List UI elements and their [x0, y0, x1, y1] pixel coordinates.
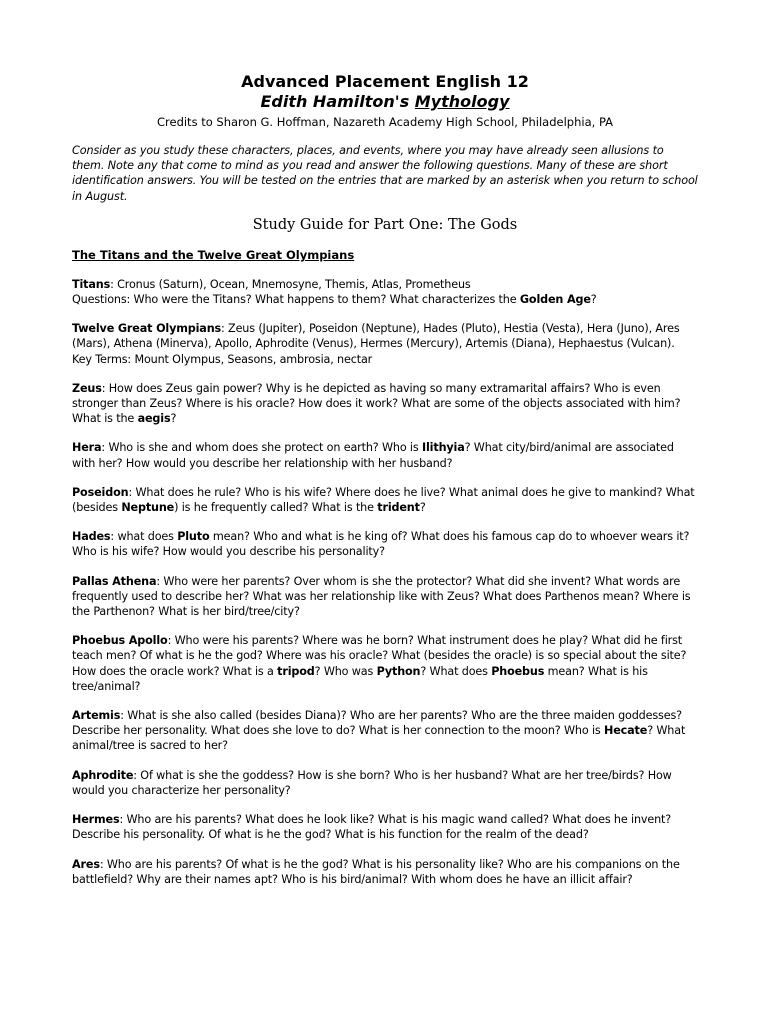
term-neptune: Neptune: [121, 501, 175, 515]
intro-paragraph: Consider as you study these characters, places, and events, where you may have already seen allusions to them. Note any that come to mind as you read and answer the following questions. Many of these are short identification answers. You will be tested on the entries that are marked by an asterisk when you return to school in August.: [72, 144, 698, 203]
term-aphrodite: Aphrodite: [72, 768, 134, 782]
hera-text: : Who is she and whom does she protect on earth? Who is: [101, 441, 422, 455]
entry-hera: [72, 440, 698, 470]
zeus-text: : How does Zeus gain power? Why is he depicted as having so many extramarital affairs? Who is even stronger than Zeus? Where is his oracle? How does it work? What are some of the objects associated with him? What is the: [72, 381, 681, 426]
entry-hermes: [72, 812, 698, 842]
term-python: Python: [376, 664, 421, 678]
titans-list: : Cronus (Saturn), Ocean, Mnemosyne, Themis, Atlas, Prometheus: [110, 277, 471, 291]
term-ilithyia: Ilithyia: [421, 441, 465, 455]
entry-zeus: [72, 381, 698, 427]
ares-text: : Who are his parents? Of what is he the god? What is his personality like? Who are his companions on the battlefield? Why are their names apt? Who is his bird/animal? With whom does he have an illicit affair?: [72, 857, 680, 886]
apollo-text: : Who were his parents? Where was he born? What instrument does he play? What did he first teach men? Of what is he the god? Where was his oracle? What (besides the oracle) is so special about the site? How does the oracle work? What is a: [72, 634, 687, 678]
term-apollo: Phoebus Apollo: [72, 634, 168, 648]
entry-apollo: [72, 633, 698, 694]
hermes-text: : Who are his parents? What does he look like? What is his magic wand called? What does he invent? Describe his personality. Of what is he the god? What is his function for the realm of the dead?: [72, 813, 672, 842]
term-zeus: Zeus: [72, 381, 102, 395]
apollo-text-b: ? Who was: [314, 664, 377, 678]
entry-titans: [72, 277, 698, 307]
term-ares: Ares: [72, 857, 100, 871]
subtitle-book: Mythology: [414, 92, 510, 111]
term-hermes: Hermes: [72, 813, 120, 827]
page-title: Advanced Placement English 12: [241, 72, 529, 91]
olympians-list: : Zeus (Jupiter), Poseidon (Neptune), Hades (Pluto), Hestia (Vesta), Hera (Juno), Ares (Mars), Athena (Minerva), Apollo, Aphrodite (Venus), Hermes (Mercury), Artemis (Diana), Hephaestus (Vulcan).: [72, 322, 680, 351]
term-phoebus: Phoebus: [491, 664, 545, 678]
term-athena: Pallas Athena: [72, 574, 157, 588]
document-page: [72, 72, 698, 887]
titans-questions-end: ?: [590, 293, 597, 307]
entry-olympians: [72, 321, 698, 367]
term-hecate: Hecate: [604, 724, 648, 738]
study-guide-title: Study Guide for Part One: The Gods: [252, 216, 518, 233]
term-olympians: Twelve Great Olympians: [72, 322, 222, 336]
apollo-text-c: ? What does: [420, 664, 492, 678]
term-tripod: tripod: [277, 664, 315, 678]
titans-questions: Questions: Who were the Titans? What happens to them? What characterizes the: [72, 293, 520, 307]
zeus-text-end: ?: [170, 412, 177, 426]
entry-poseidon: [72, 485, 698, 515]
olympians-key-terms: Key Terms: Mount Olympus, Seasons, ambrosia, nectar: [72, 352, 373, 366]
artemis-text-end: ? What animal/tree is sacred to her?: [72, 724, 686, 753]
term-trident: trident: [377, 501, 420, 515]
term-artemis: Artemis: [72, 709, 121, 723]
term-pluto: Pluto: [177, 530, 210, 544]
term-golden-age: Golden Age: [519, 293, 591, 307]
hades-text-end: mean? Who and what is he king of? What does his famous cap do to whoever wears it? Who is his wife? How would you describe his personality?: [72, 530, 690, 559]
poseidon-text: : What does he rule? Who is his wife? Where does he live? What animal does he give to mankind? What (besides: [72, 485, 695, 515]
page-subtitle: [72, 92, 698, 112]
entry-ares: [72, 857, 698, 887]
artemis-text: : What is she also called (besides Diana)? Who are her parents? Who are the three maiden goddesses? Describe her personality. What does she love to do? What is her connection to the moon? Who is: [72, 709, 682, 738]
aphrodite-text: : Of what is she the goddess? How is she born? Who is her husband? What are her tree/birds? How would you characterize her personality?: [72, 768, 672, 797]
subtitle-author: Edith Hamilton's: [260, 92, 415, 111]
hera-text-end: ? What city/bird/animal are associated with her? How would you describe her relationship with her husband?: [72, 441, 674, 470]
entry-artemis: [72, 708, 698, 754]
term-poseidon: Poseidon: [72, 485, 129, 499]
entry-athena: [72, 574, 698, 620]
poseidon-text-end: ?: [419, 501, 426, 515]
athena-text: : Who were her parents? Over whom is she the protector? What did she invent? What words are frequently used to describe her? What was her relationship like with Zeus? What does Parthenos mean? Where is the Parthenon? What is her bird/tree/city?: [72, 574, 691, 619]
hades-text: : what does: [110, 530, 178, 544]
entry-hades: [72, 529, 698, 559]
section-heading: The Titans and the Twelve Great Olympians: [72, 247, 355, 262]
entry-aphrodite: [72, 768, 698, 798]
term-hades: Hades: [72, 530, 111, 544]
term-titans: Titans: [72, 277, 111, 291]
term-hera: Hera: [72, 441, 102, 455]
poseidon-text-mid: ) is he frequently called? What is the: [174, 501, 378, 515]
term-aegis: aegis: [137, 412, 171, 426]
apollo-text-end: mean? What is his tree/animal?: [72, 664, 648, 693]
credits-line: Credits to Sharon G. Hoffman, Nazareth Academy High School, Philadelphia, PA: [156, 115, 614, 129]
